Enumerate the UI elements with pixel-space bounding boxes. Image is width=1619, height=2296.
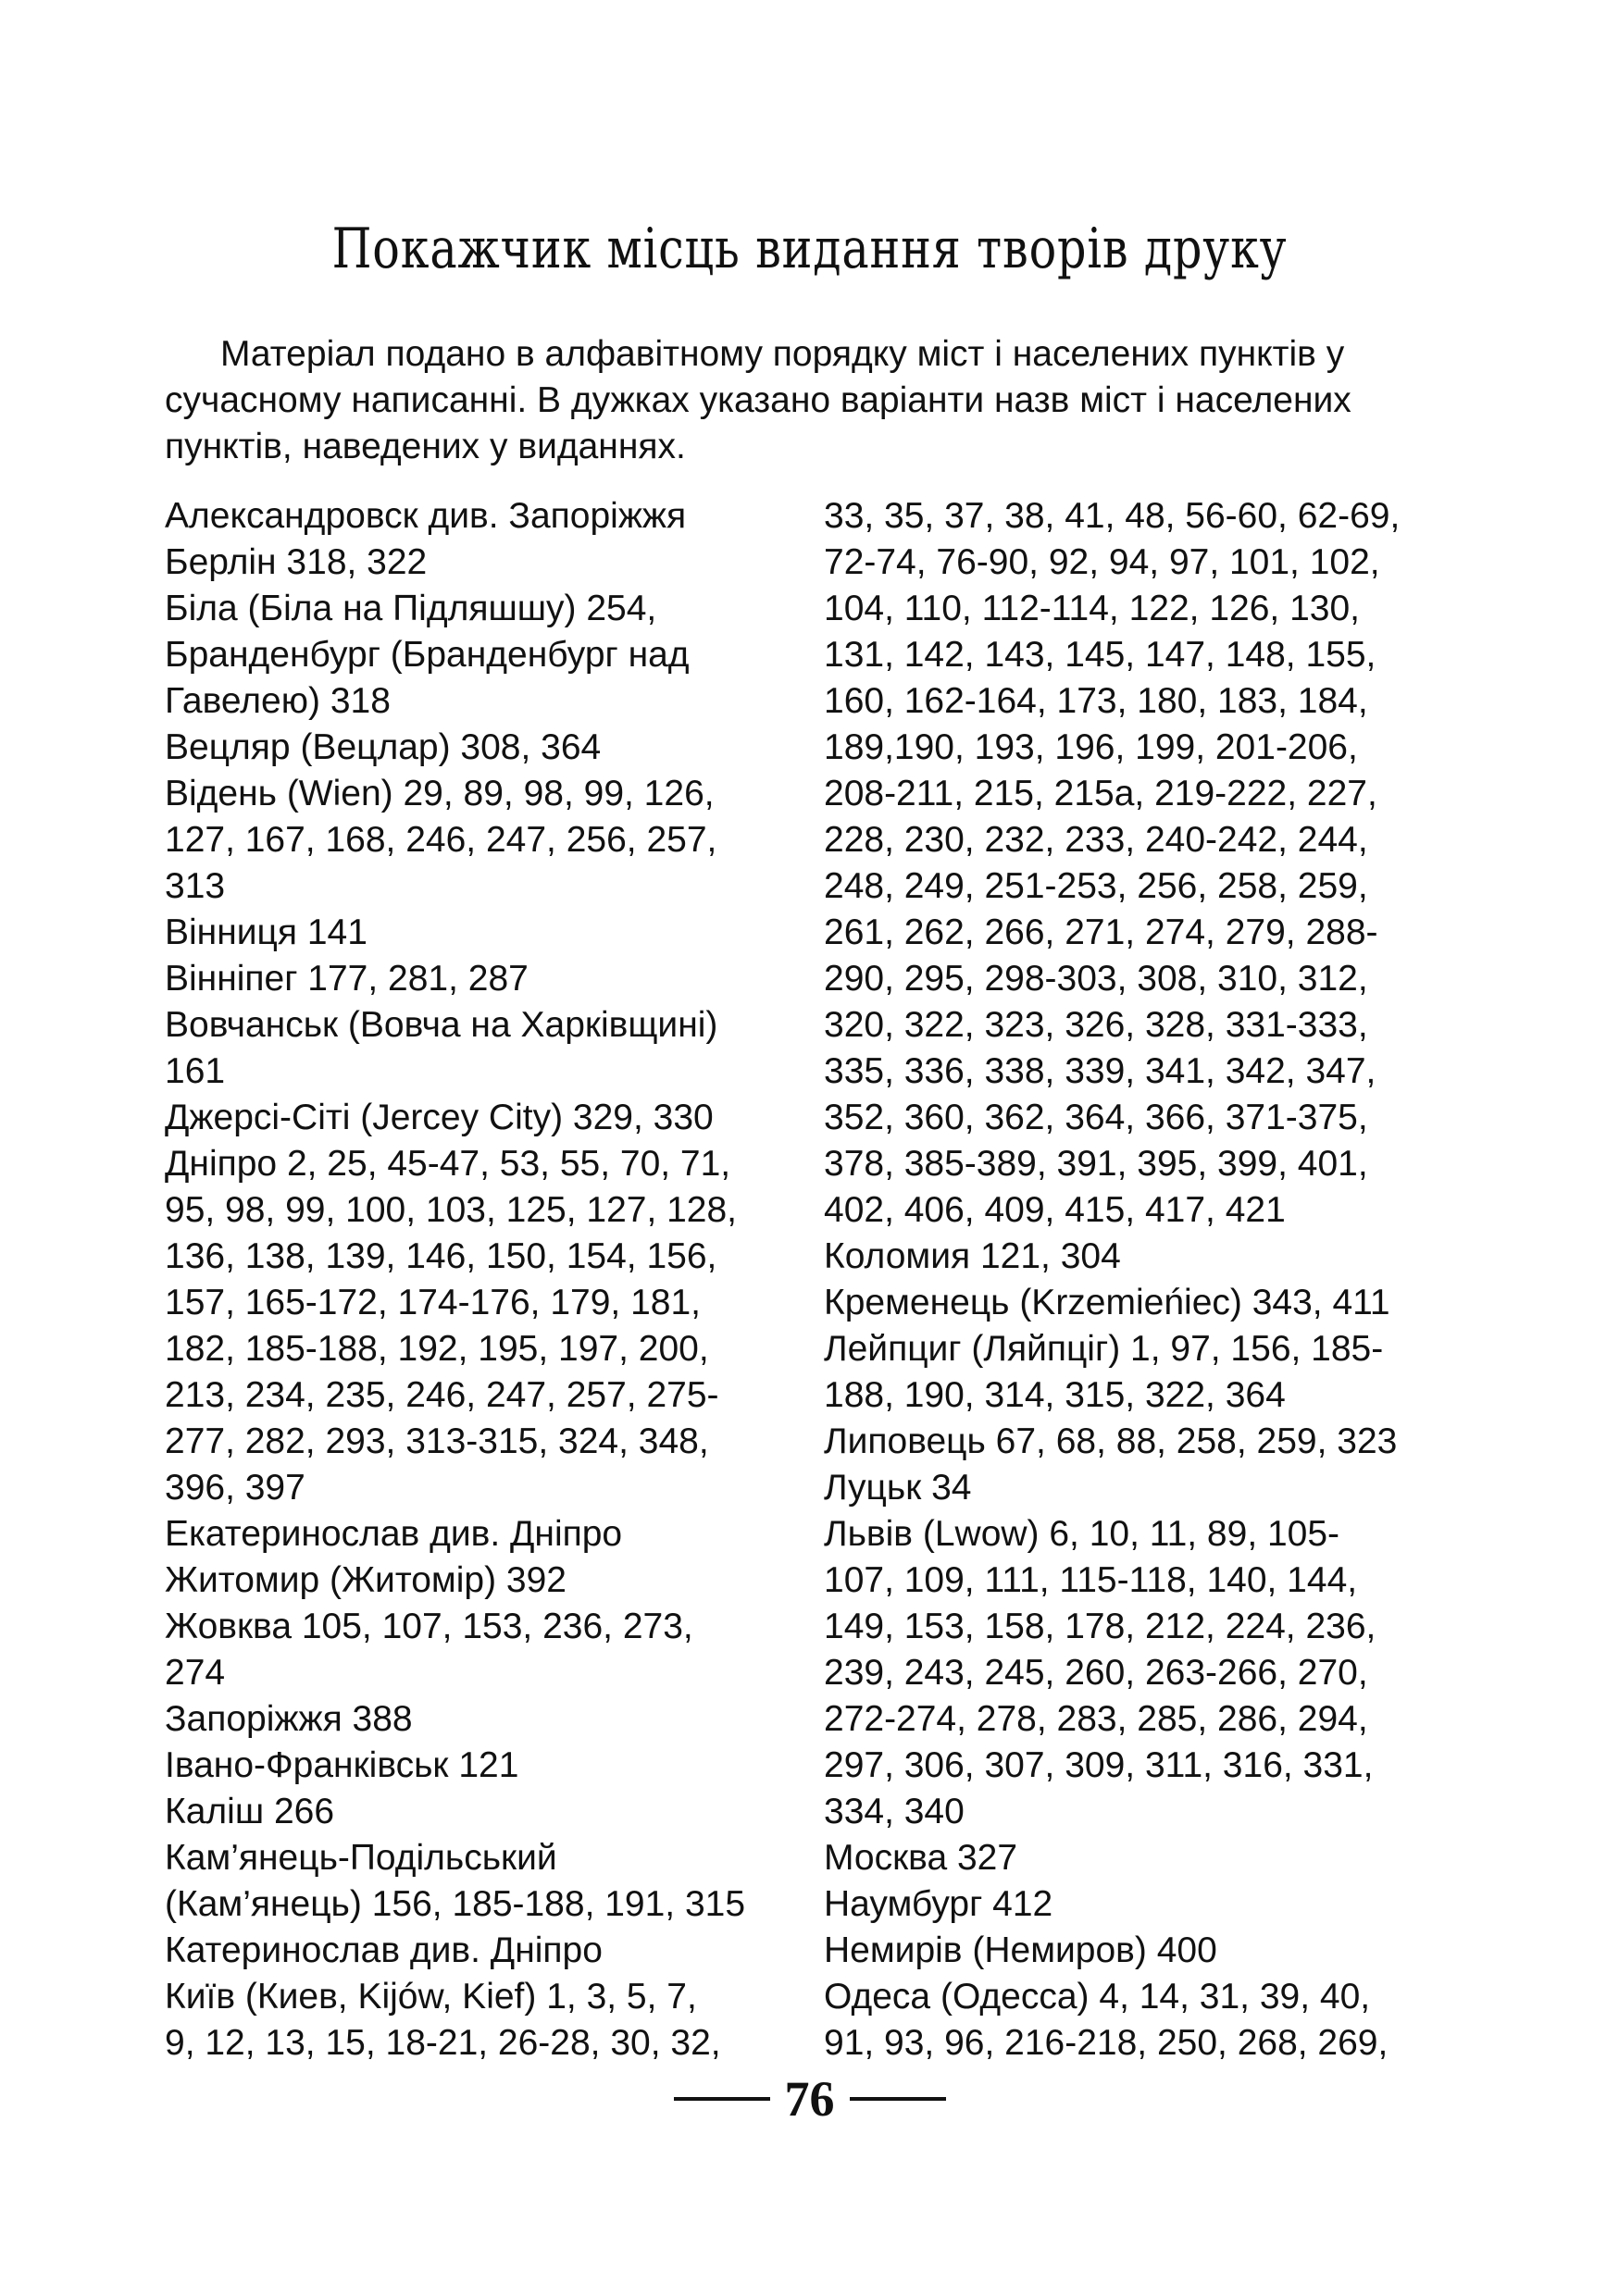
index-line: Жовква 105, 107, 153, 236, 273, xyxy=(165,1607,693,1646)
index-line: 277, 282, 293, 313-315, 324, 348, xyxy=(165,1421,709,1461)
index-line: 161 xyxy=(165,1051,226,1091)
index-line: Луцьк 34 xyxy=(824,1468,972,1508)
index-line: 9, 12, 13, 15, 18-21, 26-28, 30, 32, xyxy=(165,2023,721,2063)
index-line: Одеса (Одесса) 4, 14, 31, 39, 40, xyxy=(824,1977,1371,2017)
index-line: 107, 109, 111, 115-118, 140, 144, xyxy=(824,1560,1358,1600)
index-line: Бранденбург (Бранденбург над xyxy=(165,635,690,675)
index-line: 33, 35, 37, 38, 41, 48, 56-60, 62-69, xyxy=(824,496,1401,536)
index-line: 213, 234, 235, 246, 247, 257, 275- xyxy=(165,1375,719,1415)
index-line: 297, 306, 307, 309, 311, 316, 331, xyxy=(824,1745,1374,1785)
index-line: Александровск див. Запоріжжя xyxy=(165,496,687,536)
index-line: Берлін 318, 322 xyxy=(165,542,428,582)
index-line: Лейпциг (Ляйпціг) 1, 97, 156, 185- xyxy=(824,1329,1384,1369)
index-line: Біла (Біла на Підляшшу) 254, xyxy=(165,589,657,628)
index-line: 402, 406, 409, 415, 417, 421 xyxy=(824,1190,1286,1230)
index-line: Немирів (Немиров) 400 xyxy=(824,1930,1217,1970)
footer-rule-right xyxy=(850,2097,946,2101)
index-line: (Кам’янець) 156, 185-188, 191, 315 xyxy=(165,1884,746,1924)
index-line: Москва 327 xyxy=(824,1838,1018,1878)
index-line: 91, 93, 96, 216-218, 250, 268, 269, xyxy=(824,2023,1389,2063)
index-line: Липовець 67, 68, 88, 258, 259, 323 xyxy=(824,1421,1398,1461)
index-line: 189,190, 193, 196, 199, 201-206, xyxy=(824,727,1358,767)
index-line: 149, 153, 158, 178, 212, 224, 236, xyxy=(824,1607,1376,1646)
index-line: Київ (Киев, Kijów, Kief) 1, 3, 5, 7, xyxy=(165,1977,697,2017)
index-line: 104, 110, 112-114, 122, 126, 130, xyxy=(824,589,1360,628)
index-left-column xyxy=(165,493,813,2066)
index-line: Каліш 266 xyxy=(165,1792,335,1831)
page-title: Покажчик місць видання творів друку xyxy=(331,217,1288,281)
index-line: Львів (Lwow) 6, 10, 11, 89, 105- xyxy=(824,1514,1340,1554)
index-line: 72-74, 76-90, 92, 94, 97, 101, 102, xyxy=(824,542,1380,582)
page-number: 76 xyxy=(784,2071,835,2127)
index-line: Екатеринослав див. Дніпро xyxy=(165,1514,623,1554)
footer-rule-left xyxy=(674,2097,770,2101)
index-line: Катеринослав див. Дніпро xyxy=(165,1930,603,1970)
index-line: 396, 397 xyxy=(165,1468,305,1508)
index-line: Івано-Франківськ 121 xyxy=(165,1745,519,1785)
index-line: Коломия 121, 304 xyxy=(824,1236,1121,1276)
index-line: Житомир (Житомір) 392 xyxy=(165,1560,567,1600)
index-line: 228, 230, 232, 233, 240-242, 244, xyxy=(824,820,1368,860)
index-line: 274 xyxy=(165,1653,226,1693)
index-line: 127, 167, 168, 246, 247, 256, 257, xyxy=(165,820,717,860)
index-line: Кам’янець-Подільський xyxy=(165,1838,557,1878)
index-line: 335, 336, 338, 339, 341, 342, 347, xyxy=(824,1051,1376,1091)
index-line: Запоріжжя 388 xyxy=(165,1699,413,1739)
index-line: Вінніпег 177, 281, 287 xyxy=(165,959,529,999)
index-line: Гавелею) 318 xyxy=(165,681,391,721)
index-line: Вовчанськ (Вовча на Харківщині) xyxy=(165,1005,718,1045)
index-line: 272-274, 278, 283, 285, 286, 294, xyxy=(824,1699,1368,1739)
index-line: 334, 340 xyxy=(824,1792,965,1831)
index-line: 313 xyxy=(165,866,226,906)
index-line: 136, 138, 139, 146, 150, 154, 156, xyxy=(165,1236,717,1276)
index-line: 95, 98, 99, 100, 103, 125, 127, 128, xyxy=(165,1190,738,1230)
index-line: 378, 385-389, 391, 395, 399, 401, xyxy=(824,1144,1368,1184)
index-line: Джерсі-Сіті (Jercey City) 329, 330 xyxy=(165,1098,714,1137)
index-line: Кременець (Krzemieńiec) 343, 411 xyxy=(824,1283,1390,1322)
index-line: 290, 295, 298-303, 308, 310, 312, xyxy=(824,959,1368,999)
index-line: 182, 185-188, 192, 195, 197, 200, xyxy=(165,1329,709,1369)
intro-paragraph: Матеріал подано в алфавітному порядку міст і населених пунктів у сучасному написанні. В дужках указано варіанти назв міст і населених пунктів, наведених у виданнях. xyxy=(165,334,1351,466)
index-line: Вецляр (Вецлар) 308, 364 xyxy=(165,727,602,767)
index-line: Дніпро 2, 25, 45-47, 53, 55, 70, 71, xyxy=(165,1144,731,1184)
index-line: Наумбург 412 xyxy=(824,1884,1053,1924)
index-line: 131, 142, 143, 145, 147, 148, 155, xyxy=(824,635,1376,675)
index-line: Відень (Wien) 29, 89, 98, 99, 126, xyxy=(165,774,715,813)
index-line: 160, 162-164, 173, 180, 183, 184, xyxy=(824,681,1368,721)
page-footer xyxy=(0,2071,1619,2127)
index-line: 352, 360, 362, 364, 366, 371-375, xyxy=(824,1098,1368,1137)
index-right-column xyxy=(824,493,1490,2066)
index-line: 188, 190, 314, 315, 322, 364 xyxy=(824,1375,1286,1415)
index-line: 157, 165-172, 174-176, 179, 181, xyxy=(165,1283,701,1322)
index-line: 239, 243, 245, 260, 263-266, 270, xyxy=(824,1653,1368,1693)
index-line: 261, 262, 266, 271, 274, 279, 288- xyxy=(824,912,1378,952)
index-line: 248, 249, 251-253, 256, 258, 259, xyxy=(824,866,1368,906)
index-line: Вінниця 141 xyxy=(165,912,367,952)
index-line: 208-211, 215, 215a, 219-222, 227, xyxy=(824,774,1377,813)
index-line: 320, 322, 323, 326, 328, 331-333, xyxy=(824,1005,1368,1045)
